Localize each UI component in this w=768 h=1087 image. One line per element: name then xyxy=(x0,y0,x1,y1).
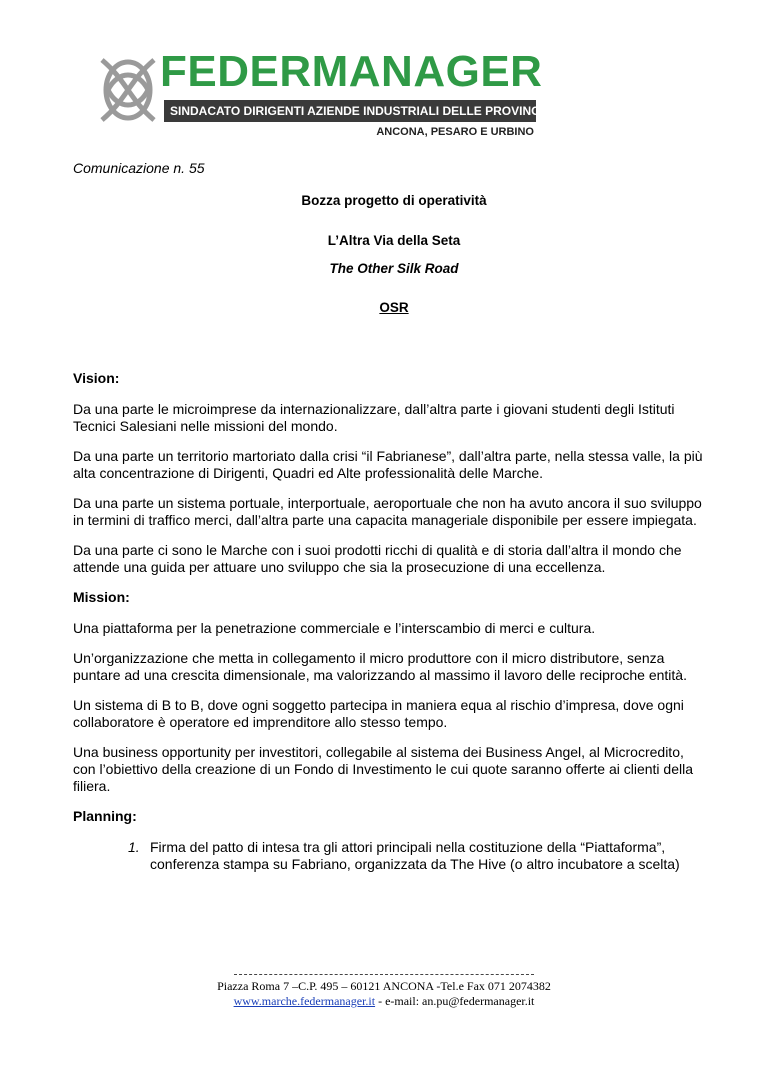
planning-heading: Planning: xyxy=(73,808,137,824)
mission-paragraph: Una business opportunity per investitori, collegabile al sistema dei Business Angel, al Microcredito, con l’obiettivo della creazione di un Fondo di Investimento le cui quote saranno offerte ai clienti della filiera. xyxy=(73,744,694,794)
list-item-number: 1. xyxy=(128,839,140,855)
page-footer xyxy=(0,968,768,1009)
title-line-1: Bozza progetto di operatività xyxy=(301,193,487,208)
mission-paragraph: Un sistema di B to B, dove ogni soggetto partecipa in maniera equa al rischio d’impresa, dove ogni collaboratore è operatore ed imprenditore allo stesso tempo. xyxy=(73,697,684,730)
vision-paragraph: Da una parte ci sono le Marche con i suoi prodotti ricchi di qualità e di storia dall’altra il mondo che attende una guida per attuare uno sviluppo che sia la prosecuzione di una eccellenza. xyxy=(73,542,682,575)
logo-wordmark xyxy=(160,48,542,96)
footer-contacts xyxy=(0,994,768,1009)
list-item-text: Firma del patto di intesa tra gli attori principali nella costituzione della “Piattaforma”, conferenza stampa su Fabriano, organizzata da The Hive (o altro incubatore a scelta) xyxy=(150,839,680,872)
communication-number: Comunicazione n. 55 xyxy=(73,160,205,176)
title-line-4: OSR xyxy=(379,300,409,315)
title-line-2: L’Altra Via della Seta xyxy=(327,233,461,248)
vision-paragraph: Da una parte un sistema portuale, interportuale, aeroportuale che non ha avuto ancora il suo sviluppo in termini di traffico merci, dall’altra parte una capacita manageriale disponibile per essere impiegata. xyxy=(73,495,702,528)
mission-paragraph: Una piattaforma per la penetrazione commerciale e l’interscambio di merci e cultura. xyxy=(73,620,596,636)
logo-wordmark-part1: FEDER xyxy=(160,47,312,96)
vision-paragraph: Da una parte un territorio martoriato dalla crisi “il Fabrianese”, dall’altra parte, nella stessa valle, la più alta concentrazione di Dirigenti, Quadri ed Alte professionalità delle Marche. xyxy=(73,448,703,481)
vision-heading: Vision: xyxy=(73,370,120,386)
mission-heading: Mission: xyxy=(73,589,130,605)
footer-email: - e-mail: an.pu@federmanager.it xyxy=(375,994,535,1008)
mission-paragraph: Un’organizzazione che metta in collegamento il micro produttore con il micro distributore, senza puntare ad una crescita dimensionale, ma valorizzando al massimo il lavoro delle reciproche entità. xyxy=(73,650,687,683)
website-link[interactable]: www.marche.federmanager.it xyxy=(233,994,376,1008)
vision-paragraph: Da una parte le microimprese da internazionalizzare, dall’altra parte i giovani studenti degli Istituti Tecnici Salesiani nelle missioni del mondo. xyxy=(73,401,675,434)
logo-tagline: SINDACATO DIRIGENTI AZIENDE INDUSTRIALI DELLE PROVINCE DI xyxy=(170,104,564,118)
title-line-3: The Other Silk Road xyxy=(329,261,459,276)
footer-address: Piazza Roma 7 –C.P. 495 – 60121 ANCONA -Tel.e Fax 071 2074382 xyxy=(217,979,551,993)
logo-wordmark-part2: MANAGER xyxy=(311,47,543,96)
federmanager-emblem-icon xyxy=(96,50,160,130)
logo-subline: ANCONA, PESARO E URBINO xyxy=(376,126,534,138)
document-body xyxy=(73,370,703,873)
planning-list xyxy=(128,839,703,873)
federmanager-logo xyxy=(96,46,564,156)
list-item xyxy=(128,839,703,873)
footer-divider xyxy=(234,974,534,975)
logo-tagline-bar xyxy=(164,100,564,122)
